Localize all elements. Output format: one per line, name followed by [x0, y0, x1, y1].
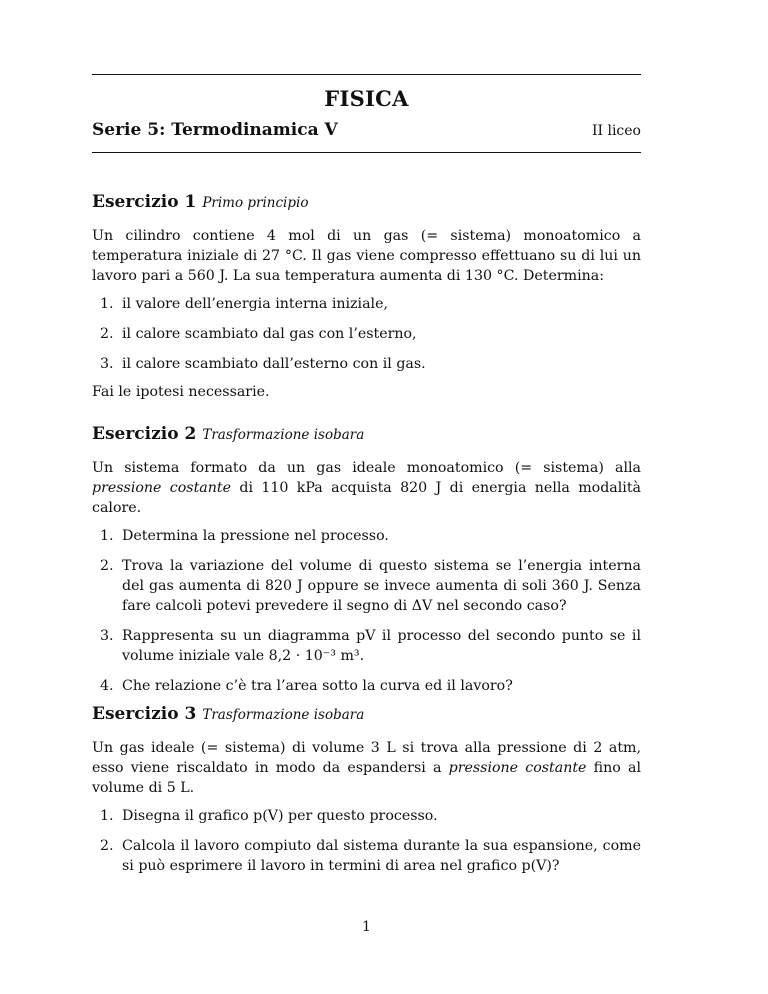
- top-rule: [92, 74, 641, 75]
- exercise-1-list: [92, 294, 641, 374]
- series-title: Serie 5: Termodinamica V: [92, 120, 338, 140]
- list-item: 1. il valore dell’energia interna iniziale,: [100, 296, 388, 312]
- exercise-1-label: Esercizio 1: [92, 192, 197, 212]
- exercise-1-heading: [92, 192, 641, 212]
- exercise-1-intro: Un cilindro contiene 4 mol di un gas (= sistema) monoatomico a temperatura iniziale di 27 °C. Il gas viene compresso effettuano su di lui un lavoro pari a 560 J. La sua temperatura aumenta di 130 °C. Determina:: [92, 228, 641, 284]
- exercise-2: [92, 424, 641, 706]
- exercise-3-intro: Un gas ideale (= sistema) di volume 3 L si trova alla pressione di 2 atm, esso viene riscaldato in modo da espandersi a pressione costante fino al volume di 5 L.: [92, 740, 641, 796]
- list-item: 3. Rappresenta su un diagramma pV il processo del secondo punto se il volume iniziale vale 8,2 · 10⁻³ m³.: [100, 628, 641, 664]
- list-item: 2. Trova la variazione del volume di questo sistema se l’energia interna del gas aumenta di 820 J oppure se invece aumenta di soli 360 J. Senza fare calcoli potevi prevedere il segno di ΔV nel secondo caso?: [100, 558, 641, 614]
- list-item: 2. Calcola il lavoro compiuto dal sistema durante la sua espansione, come si può esprimere il lavoro in termini di area nel grafico p(V)?: [100, 838, 641, 874]
- class-level: II liceo: [591, 123, 641, 139]
- exercise-3-heading: [92, 704, 641, 724]
- exercise-1-closing: Fai le ipotesi necessarie.: [92, 384, 270, 400]
- exercise-1: [92, 192, 641, 402]
- header-bottom-rule: [92, 152, 641, 153]
- exercise-2-topic: Trasformazione isobara: [202, 427, 365, 443]
- list-item: 1. Disegna il grafico p(V) per questo processo.: [100, 808, 438, 824]
- page-number: 1: [362, 919, 371, 935]
- list-item: 1. Determina la pressione nel processo.: [100, 528, 389, 544]
- list-item: 2. il calore scambiato dal gas con l’esterno,: [100, 326, 417, 342]
- list-item: 4. Che relazione c’è tra l’area sotto la curva ed il lavoro?: [100, 678, 513, 694]
- document-title: FISICA: [324, 86, 409, 111]
- exercise-3-label: Esercizio 3: [92, 704, 197, 724]
- exercise-2-intro: Un sistema formato da un gas ideale monoatomico (= sistema) alla pressione costante di 110 kPa acquista 820 J di energia nella modalità calore.: [92, 460, 641, 516]
- exercise-2-list: [92, 526, 641, 696]
- exercise-2-label: Esercizio 2: [92, 424, 197, 444]
- exercise-3: [92, 704, 641, 886]
- exercise-1-topic: Primo principio: [202, 195, 309, 211]
- exercise-3-topic: Trasformazione isobara: [202, 707, 365, 723]
- list-item: 3. il calore scambiato dall’esterno con il gas.: [100, 356, 426, 372]
- exercise-2-heading: [92, 424, 641, 444]
- exercise-3-list: [92, 806, 641, 876]
